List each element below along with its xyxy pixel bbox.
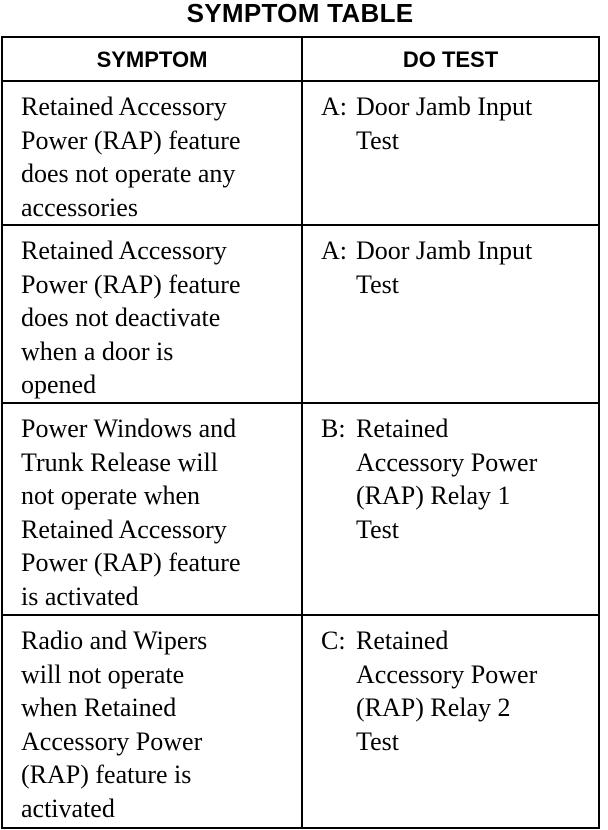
symptom-cell-3: Power Windows and Trunk Release will not operate when Retained Accessory Power (RAP) feature is activated — [21, 414, 241, 611]
test-letter-4: C: — [321, 626, 346, 655]
symptom-cell-1: Retained Accessory Power (RAP) feature does not operate any accessories — [21, 92, 241, 222]
table-title: SYMPTOM TABLE — [186, 0, 414, 28]
test-text-4: Retained Accessory Power (RAP) Relay 2 Test — [356, 626, 538, 756]
symptom-cell-2: Retained Accessory Power (RAP) feature does not deactivate when a door is opened — [21, 236, 241, 400]
header-divider — [3, 80, 598, 82]
test-text-2: Door Jamb Input Test — [356, 236, 533, 299]
test-cell-4 — [321, 624, 591, 756]
test-cell-2 — [321, 234, 591, 335]
test-letter-2: A: — [321, 236, 347, 265]
test-cell-1 — [321, 90, 591, 191]
symptom-cell-4: Radio and Wipers will not operate when Retained Accessory Power (RAP) feature is activated — [21, 626, 208, 823]
test-text-1: Door Jamb Input Test — [356, 92, 533, 155]
test-cell-3 — [321, 412, 591, 544]
test-letter-3: B: — [321, 414, 346, 443]
column-divider — [301, 38, 303, 827]
header-do-test: DO TEST — [402, 47, 499, 72]
header-symptom: SYMPTOM — [96, 47, 208, 72]
row-divider — [3, 614, 598, 616]
row-divider — [3, 402, 598, 404]
test-letter-1: A: — [321, 92, 347, 121]
symptom-table — [1, 36, 600, 829]
test-text-3: Retained Accessory Power (RAP) Relay 1 Test — [356, 414, 538, 544]
